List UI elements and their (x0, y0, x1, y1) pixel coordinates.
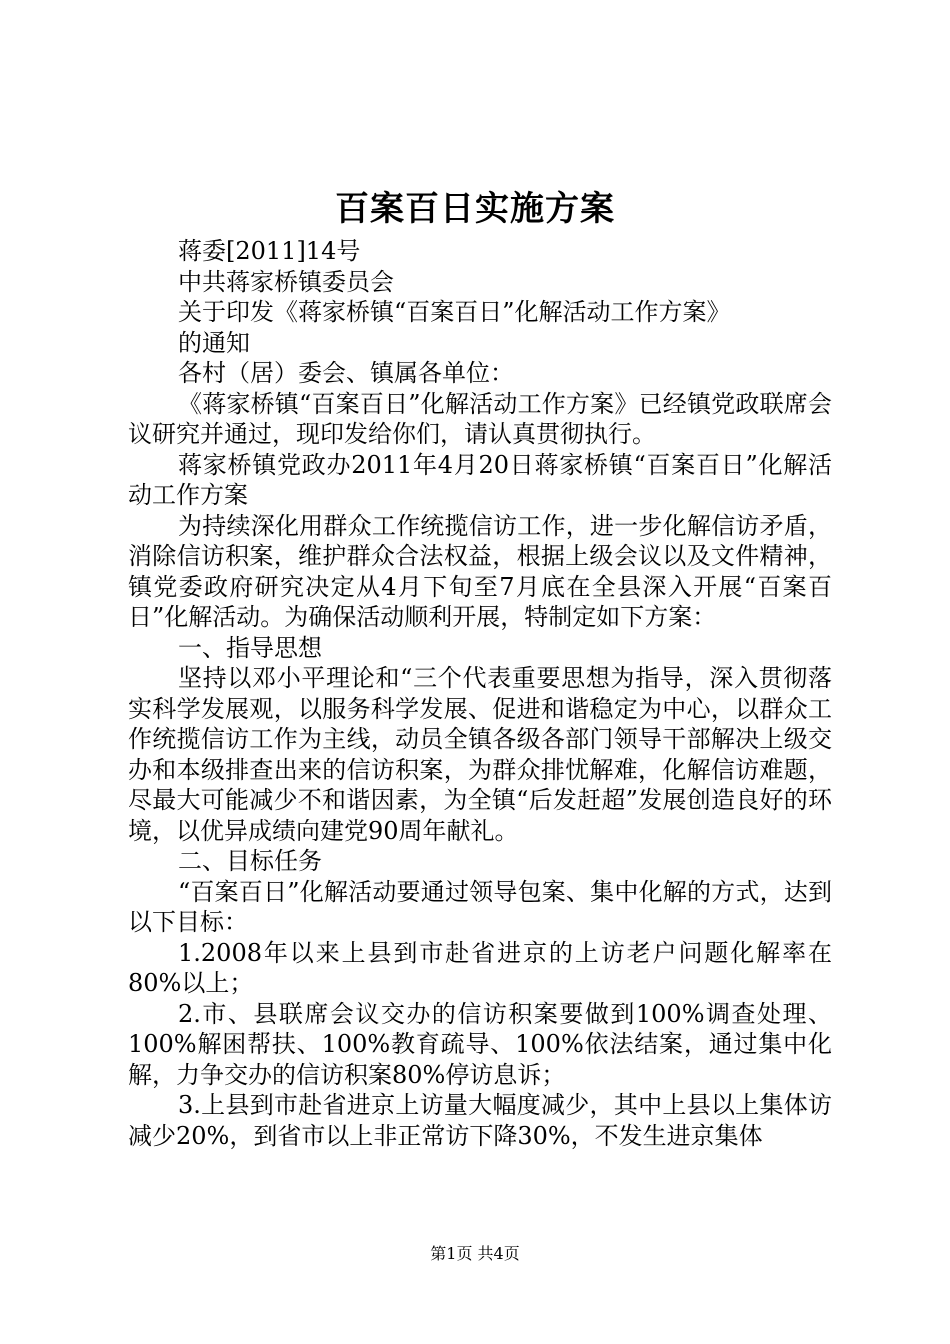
section-heading: 二、目标任务 (178, 847, 322, 875)
recipients-line: 各村（居）委会、镇属各单位： (178, 359, 514, 387)
paragraph: 《蒋家桥镇“百案百日”化解活动工作方案》已经镇党政联席会议研究并通过，现印发给你们，请认真贯彻执行。 (128, 389, 832, 448)
list-item: 1.2008年以来上县到市赴省进京的上访老户问题化解率在80%以上； (128, 938, 832, 997)
notice-title-line-1: 关于印发《蒋家桥镇“百案百日”化解活动工作方案》 (178, 298, 731, 326)
document-body (128, 236, 832, 1151)
issuer-line: 中共蒋家桥镇委员会 (178, 267, 394, 296)
list-item: 3.上县到市赴省进京上访量大幅度减少，其中上县以上集体访减少20%，到省市以上非正常访下降30%，不发生进京集体 (128, 1091, 832, 1150)
list-item: 2.市、县联席会议交办的信访积案要做到100%调查处理、100%解困帮扶、100%教育疏导、100%依法结案，通过集中化解，力争交办的信访积案80%停访息诉； (128, 999, 832, 1089)
page-footer: 第1页 共4页 (430, 1244, 520, 1263)
section-heading: 一、指导思想 (178, 633, 322, 662)
paragraph: 为持续深化用群众工作统揽信访工作，进一步化解信访矛盾，消除信访积案，维护群众合法权益，根据上级会议以及文件精神，镇党委政府研究决定从4月下旬至7月底在全县深入开展“百案百日”化解活动。为确保活动顺利开展，特制定如下方案： (128, 511, 832, 631)
doc-number: 蒋委[2011]14号 (178, 237, 361, 265)
notice-title-line-2: 的通知 (178, 328, 250, 357)
paragraph: 坚持以邓小平理论和“三个代表重要思想为指导，深入贯彻落实科学发展观，以服务科学发展、促进和谐稳定为中心，以群众工作统揽信访工作为主线，动员全镇各级各部门领导干部解决上级交办和本级排查出来的信访积案，为群众排忧解难，化解信访难题，尽最大可能减少不和谐因素，为全镇“后发赶超”发展创造良好的环境，以优异成绩向建党90周年献礼。 (128, 664, 832, 845)
paragraph: “百案百日”化解活动要通过领导包案、集中化解的方式，达到以下目标： (128, 877, 832, 936)
paragraph: 蒋家桥镇党政办2011年4月20日蒋家桥镇“百案百日”化解活动工作方案 (128, 450, 832, 509)
document-title: 百案百日实施方案 (335, 189, 615, 229)
